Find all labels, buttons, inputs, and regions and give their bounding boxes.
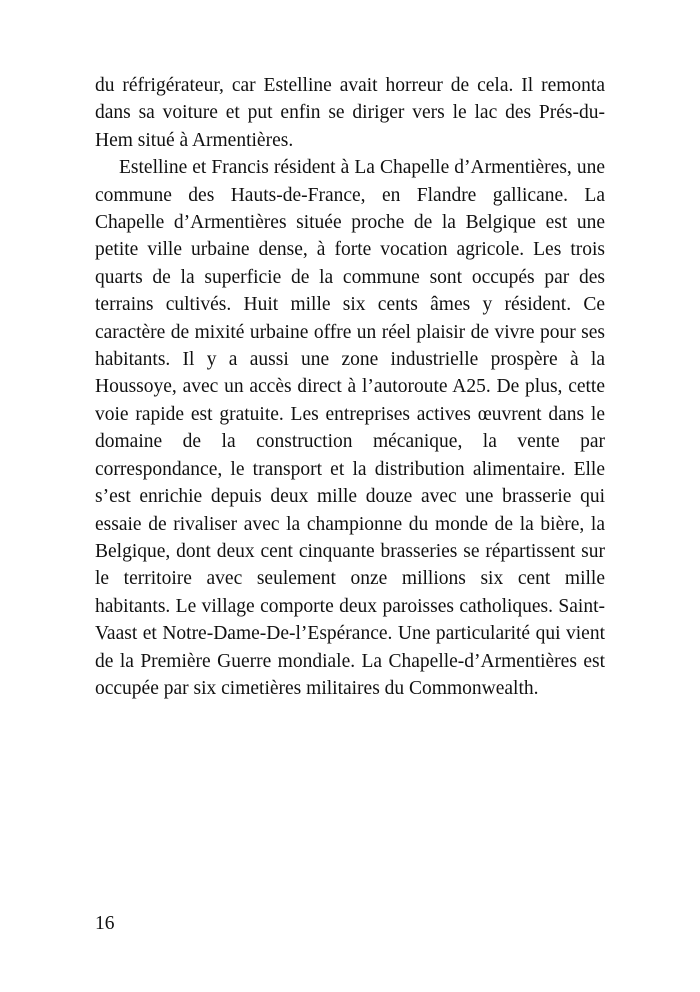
- body-text: [95, 72, 605, 702]
- paragraph-chapelle-armentieres: Estelline et Francis résident à La Chapelle d’Armentières, une commune des Hauts-de-France, en Flandre gallicane. La Chapelle d’Armentières située proche de la Belgique est une petite ville urbaine dense, à forte vocation agricole. Les trois quarts de la superficie de la commune sont occupés par des terrains cultivés. Huit mille six cents âmes y résident. Ce caractère de mixité urbaine offre un réel plaisir de vivre pour ses habitants. Il y a aussi une zone industrielle prospère à la Houssoye, avec un accès direct à l’autoroute A25. De plus, cette voie rapide est gratuite. Les entreprises actives œuvrent dans le domaine de la construction mécanique, la vente par correspondance, le transport et la distribution alimentaire. Elle s’est enrichie depuis deux mille douze avec une brasserie qui essaie de rivaliser avec la championne du monde de la bière, la Belgique, dont deux cent cinquante brasseries se répartissent sur le territoire avec seulement onze millions six cent mille habitants. Le village comporte deux paroisses catholiques. Saint-Vaast et Notre-Dame-De-l’Espérance. Une particularité qui vient de la Première Guerre mondiale. La Chapelle-d’Armentières est occupée par six cimetières militaires du Commonwealth.: [95, 157, 605, 699]
- page-number: 16: [95, 913, 115, 934]
- paragraph-continued: du réfrigérateur, car Estelline avait horreur de cela. Il remonta dans sa voiture et put enfin se diriger vers le lac des Prés-du-Hem situé à Armentières.: [95, 75, 605, 151]
